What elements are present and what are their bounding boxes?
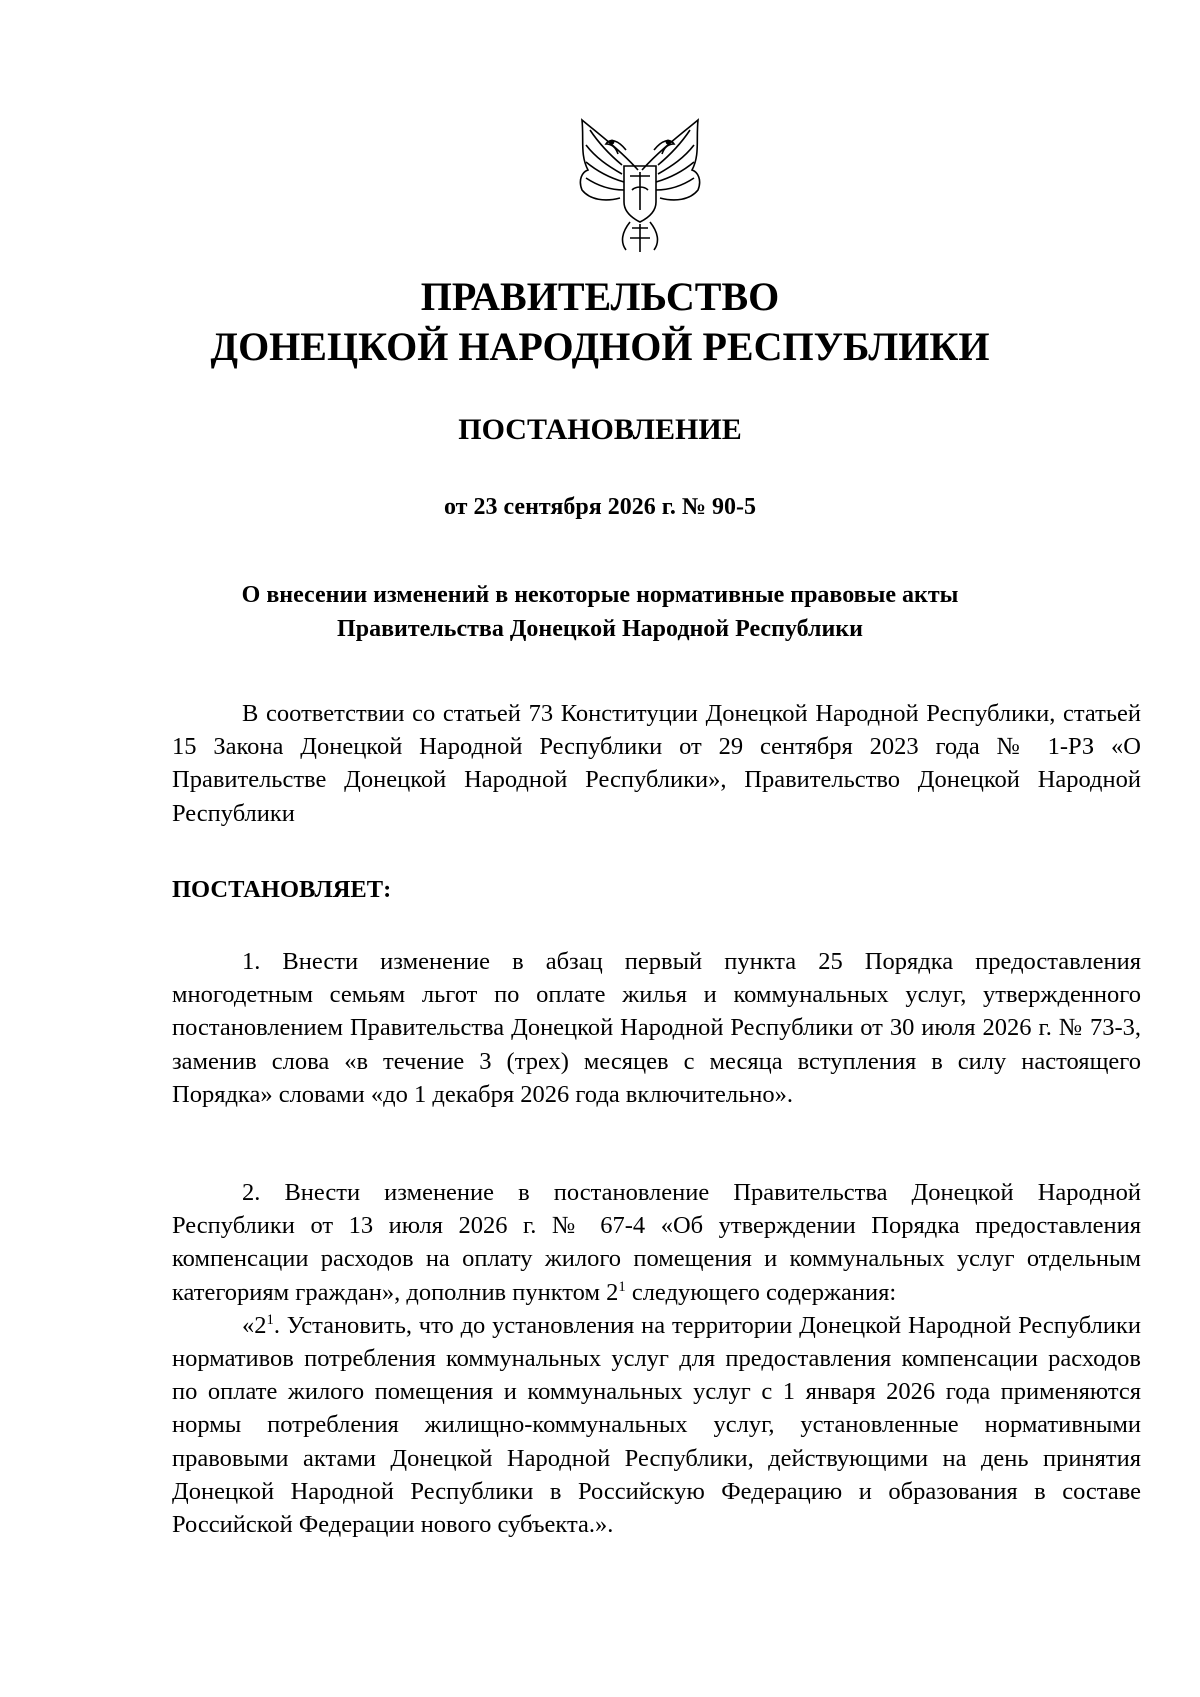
item-2-superscript: 1 bbox=[618, 1278, 626, 1295]
government-name bbox=[0, 272, 1200, 372]
item-1-paragraph bbox=[172, 945, 1141, 1111]
item-2-paragraph bbox=[172, 1176, 1141, 1541]
item-2-quote-superscript: 1 bbox=[266, 1311, 274, 1328]
item-2-quote bbox=[172, 1309, 1141, 1541]
item-2-main: 2. Внести изменение в постановление Правительства Донецкой Народной Республики от 13 июля 2026 г. № 67-4 «Об утверждении Порядка предоставления компенсации расходов на оплату жилого помещения и коммунальных услуг отдельным категориям граждан», дополнив пунктом 2 bbox=[172, 1179, 1141, 1306]
item-2-quote-prefix: «2 bbox=[242, 1311, 267, 1339]
item-2-tail: следующего содержания: bbox=[625, 1278, 897, 1306]
intro-text: В соответствии со статьей 73 Конституции Донецкой Народной Республики, статьей 15 Закона Донецкой Народной Республики от 29 сентября 2023 года № 1-РЗ «О Правительстве Донецкой Народной Республики», Правительство Донецкой Народной Республики bbox=[172, 700, 1141, 827]
item-1-text: 1. Внести изменение в абзац первый пункта 25 Порядка предоставления многодетным семьям льгот по оплате жилья и коммунальных услуг, утвержденного постановлением Правительства Донецкой Народной Республики от 30 июля 2026 г. № 73-3, заменив слова «в течение 3 (трех) месяцев с месяца вступления в силу настоящего Порядка» словами «до 1 декабря 2026 года включительно». bbox=[172, 948, 1141, 1108]
act-date-number: от 23 сентября 2026 г. № 90-5 bbox=[444, 494, 756, 520]
act-title-line-2: Правительства Донецкой Народной Республики bbox=[337, 616, 863, 642]
government-line-1: ПРАВИТЕЛЬСТВО bbox=[420, 274, 780, 319]
act-type: ПОСТАНОВЛЕНИЕ bbox=[458, 413, 742, 446]
coat-of-arms-icon bbox=[560, 110, 720, 260]
resolves-heading: ПОСТАНОВЛЯЕТ: bbox=[172, 876, 392, 903]
item-2-quote-text: . Установить, что до установления на территории Донецкой Народной Республики нормативов потребления коммунальных услуг для предоставления компенсации расходов по оплате жилого помещения и коммунальных услуг с 1 января 2026 года применяются нормы потребления жилищно-коммунальных услуг, установленные нормативными правовыми актами Донецкой Народной Республики, действующими на день принятия Донецкой Народной Республики в Российскую Федерацию и образования в составе Российской Федерации нового субъекта.». bbox=[172, 1311, 1141, 1539]
act-title-line-1: О внесении изменений в некоторые нормативные правовые акты bbox=[241, 582, 959, 608]
government-line-2: ДОНЕЦКОЙ НАРОДНОЙ РЕСПУБЛИКИ bbox=[210, 324, 990, 369]
act-title bbox=[0, 578, 1200, 646]
intro-paragraph bbox=[172, 697, 1141, 830]
item-2-text bbox=[172, 1176, 1141, 1309]
